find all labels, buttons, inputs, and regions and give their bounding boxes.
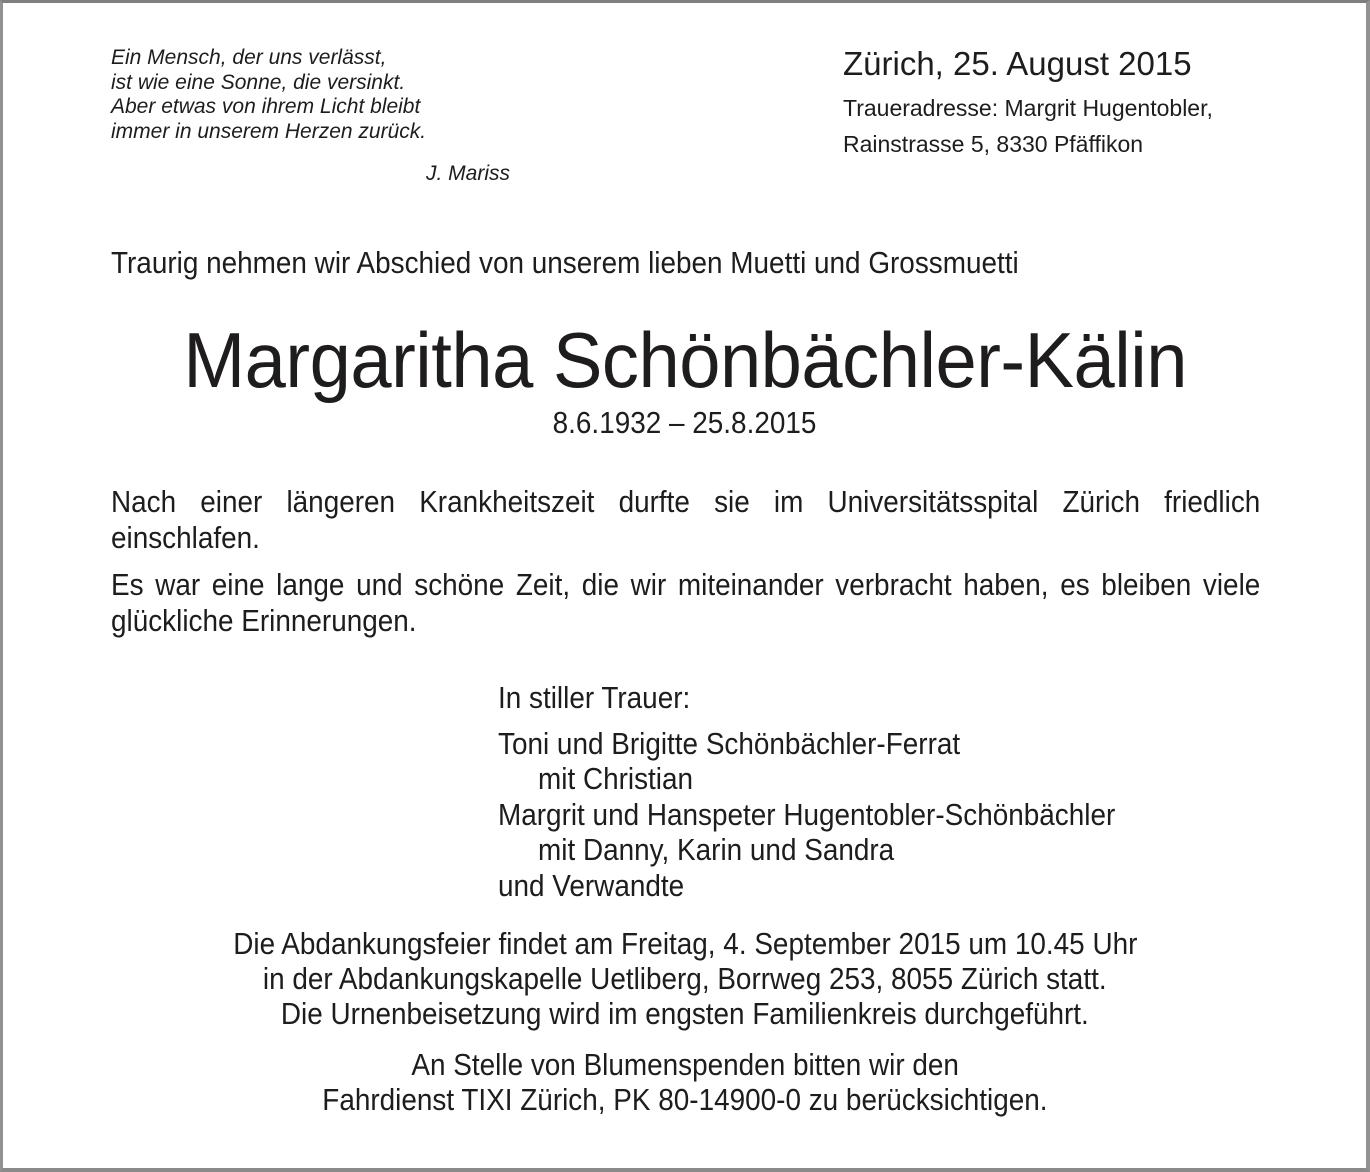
life-dates-text: 8.6.1932 – 25.8.2015 <box>553 405 817 440</box>
family-members <box>498 832 1184 868</box>
deceased-name <box>0 315 1370 406</box>
family-members <box>498 761 1184 797</box>
memorial-quote <box>111 46 426 144</box>
deceased-name-text: Margaritha Schönbächler-Kälin <box>183 316 1187 404</box>
service-line <box>0 996 1370 1031</box>
service-line <box>0 961 1370 996</box>
quote-line: Ein Mensch, der uns verlässt, <box>111 46 387 69</box>
service-line-text: Die Urnenbeisetzung wird im engsten Familienkreis durchgeführt. <box>281 996 1089 1031</box>
family-name-text: Margrit und Hanspeter Hugentobler-Schönbächler <box>498 796 1116 832</box>
funeral-service-info <box>0 926 1370 1031</box>
paragraph-text: Es war eine lange und schöne Zeit, die wir miteinander verbracht haben, es bleiben viele glückliche Erinnerungen. <box>111 567 1261 638</box>
quote-line: Aber etwas von ihrem Licht bleibt <box>111 95 421 118</box>
mourners-heading-text: In stiller Trauer: <box>498 680 691 715</box>
mourning-address <box>843 90 1213 162</box>
address-line: Traueradresse: Margrit Hugentobler, <box>843 95 1213 121</box>
life-dates <box>0 405 1370 441</box>
mourners-heading <box>498 680 1184 716</box>
family-members-text: mit Christian <box>538 761 694 796</box>
family-members-text: mit Danny, Karin und Sandra <box>538 832 895 867</box>
place-date: Zürich, 25. August 2015 <box>843 45 1192 82</box>
relatives <box>498 868 1184 904</box>
quote-author: J. Mariss <box>426 162 510 185</box>
service-line-text: Die Abdankungsfeier findet am Freitag, 4. September 2015 um 10.45 Uhr <box>232 926 1138 961</box>
mourners-list <box>498 680 1184 903</box>
family-name-text: Toni und Brigitte Schönbächler-Ferrat <box>498 725 961 761</box>
donation-line-text: An Stelle von Blumenspenden bitten wir den <box>411 1047 959 1082</box>
donation-line <box>0 1082 1370 1117</box>
intro-text <box>111 245 1120 281</box>
donation-line-text: Fahrdienst TIXI Zürich, PK 80-14900-0 zu berücksichtigen. <box>322 1082 1048 1117</box>
quote-line: ist wie eine Sonne, die versinkt. <box>111 70 406 94</box>
quote-line: immer in unserem Herzen zurück. <box>111 119 427 143</box>
service-line-text: in der Abdankungskapelle Uetliberg, Borrweg 253, 8055 Zürich statt. <box>263 961 1107 996</box>
relatives-text: und Verwandte <box>498 867 685 903</box>
donation-info <box>0 1047 1370 1117</box>
donation-line <box>0 1047 1370 1082</box>
intro-line: Traurig nehmen wir Abschied von unserem lieben Muetti und Grossmuetti <box>111 245 1019 280</box>
family-name <box>498 797 1184 833</box>
address-line: Rainstrasse 5, 8330 Pfäffikon <box>843 131 1144 157</box>
paragraph <box>111 484 1260 556</box>
paragraph-text: Nach einer längeren Krankheitszeit durfte sie im Universitätsspital Zürich friedlich einschlafen. <box>111 484 1261 555</box>
paragraph <box>111 567 1260 639</box>
service-line <box>0 926 1370 961</box>
family-name <box>498 726 1184 762</box>
